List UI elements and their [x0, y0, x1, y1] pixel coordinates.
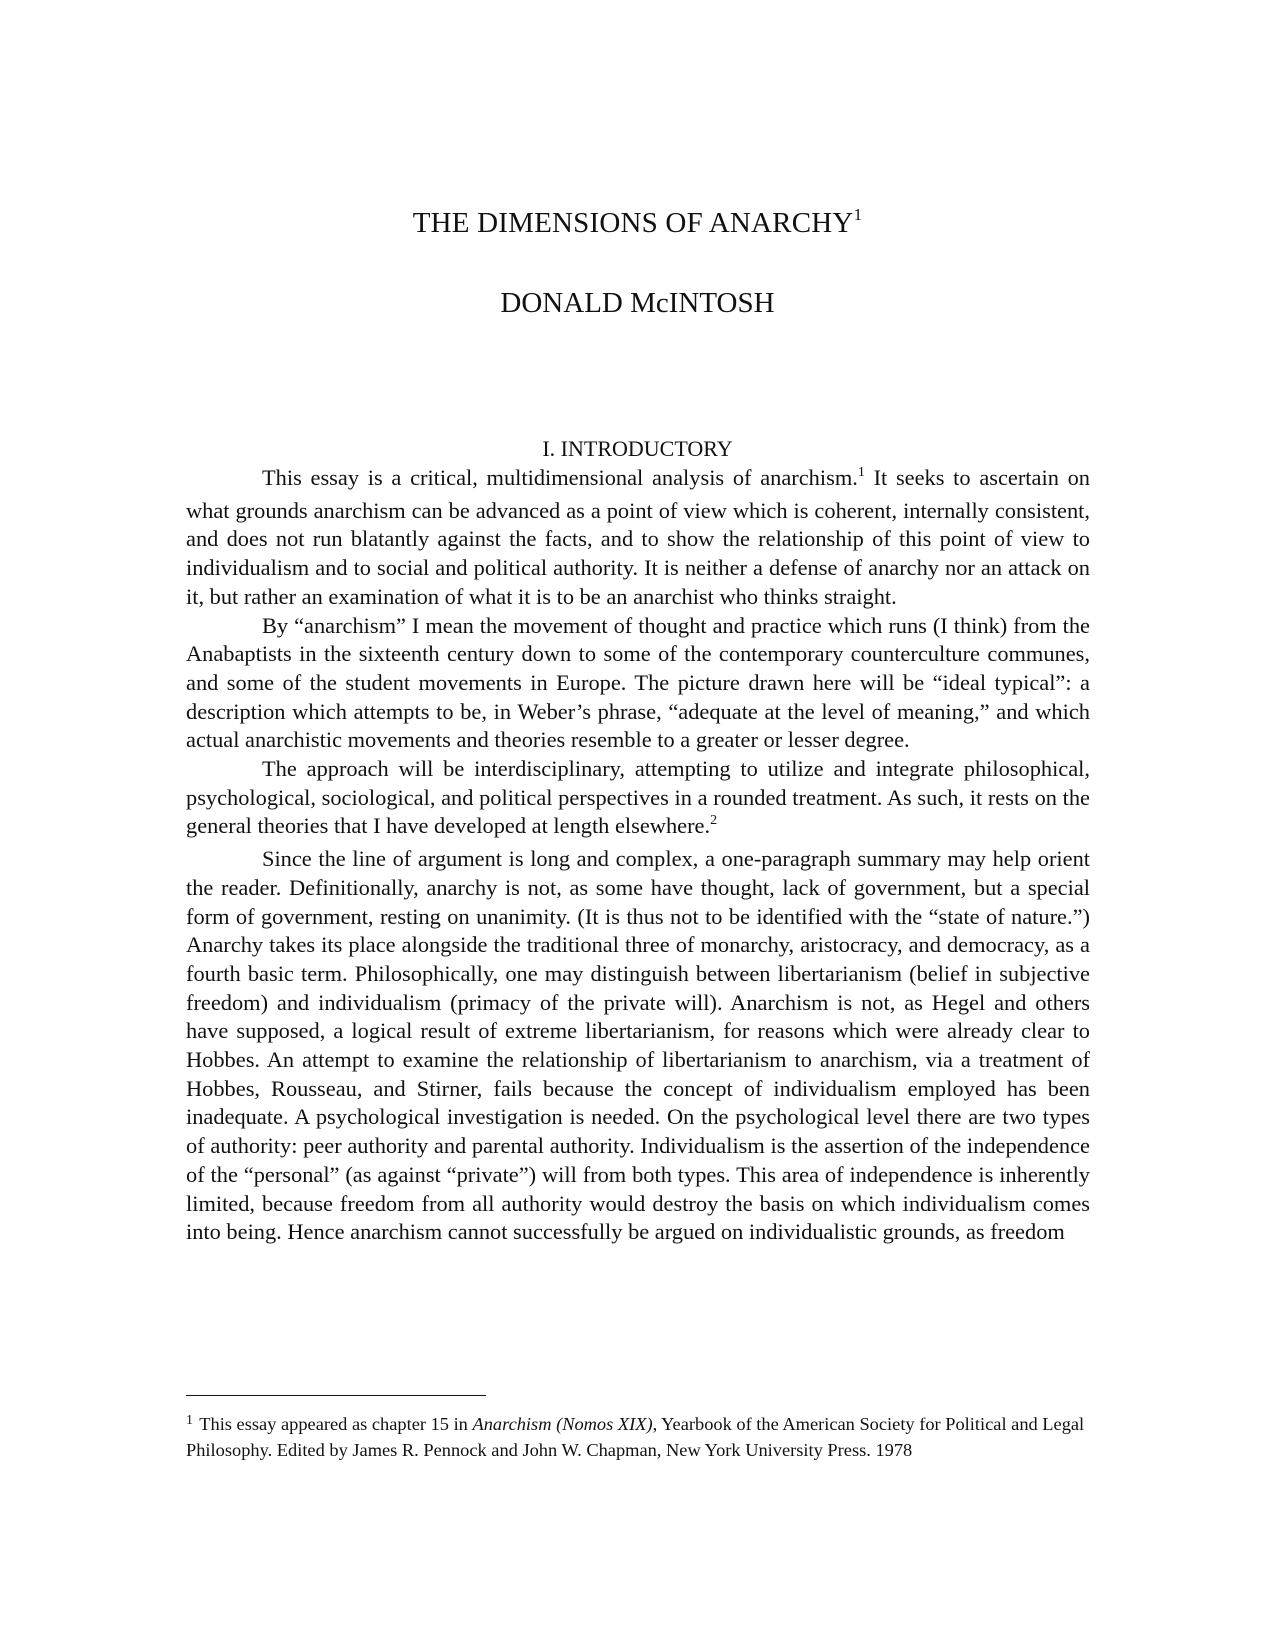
paragraph-3	[186, 755, 1090, 845]
paragraph-2	[186, 612, 1090, 756]
author-name: DONALD McINTOSH	[500, 287, 775, 319]
paragraph-text: Since the line of argument is long and complex, a one-paragraph summary may help orient the reader. Definitionally, anarchy is not, as some have thought, lack of government, but a special form of government, resting on unanimity. (It is thus not to be identified with the “state of nature.”) Anarchy takes its place alongside the traditional three of monarchy, aristocracy, and democracy, as a fourth basic term. Philosophically, one may distinguish between libertarianism (belief in subjective freedom) and individualism (primacy of the private will). Anarchism is not, as Hegel and others have supposed, a logical result of extreme libertarianism, for reasons which were already clear to Hobbes. An attempt to examine the relationship of libertarianism to anarchism, via a treatment of Hobbes, Rousseau, and Stirner, fails because the concept of individualism employed has been inadequate. A psychological investigation is needed. On the psychological level there are two types of authority: peer authority and parental authority. Individualism is the assertion of the independence of the “personal” (as against “private”) will from both types. This area of independence is inherently limited, because freedom from all authority would destroy the basis on which individualism comes into being. Hence anarchism cannot successfully be argued on individualistic grounds, as freedom	[186, 846, 1090, 1245]
footnote-divider	[186, 1395, 486, 1396]
title-footnote-marker: 1	[853, 205, 863, 224]
paragraph-text: It seeks to ascertain on what grounds anarchism can be advanced as a point of view which is coherent, internally consistent, and does not run blatantly against the facts, and to show the relationship of this point of view to individualism and to social and political authority. It is neither a defense of anarchy nor an attack on it, but rather an examination of what it is to be an anarchist who thinks straight.	[186, 465, 1090, 609]
paragraph-text: This essay is a critical, multidimensional analysis of anarchism.	[262, 465, 858, 490]
paragraph-text: The approach will be interdisciplinary, attempting to utilize and integrate philosophical, psychological, sociological, and political perspectives in a rounded treatment. As such, it rests on the general theories that I have developed at length elsewhere.	[186, 756, 1090, 839]
footnote-marker: 2	[710, 813, 718, 829]
footnote-number: 1	[186, 1413, 193, 1428]
paragraph-text: By “anarchism” I mean the movement of thought and practice which runs (I think) from the Anabaptists in the sixteenth century down to some of the contemporary counterculture communes, and some of the student movements in Europe. The picture drawn here will be “ideal typical”: a description which attempts to be, in Weber’s phrase, “adequate at the level of meaning,” and which actual anarchistic movements and theories resemble to a greater or lesser degree.	[186, 612, 1090, 753]
footnote	[186, 1413, 1090, 1462]
footnote-marker: 1	[857, 465, 865, 480]
title-text: THE DIMENSIONS OF ANARCHY	[412, 207, 854, 239]
footnote-book-title: Anarchism (Nomos XIX)	[472, 1414, 653, 1434]
footnote-text: This essay appeared as chapter 15 in	[195, 1414, 473, 1434]
paragraph-1	[186, 464, 1090, 612]
body-text	[186, 464, 1090, 1247]
footnote-text: , Yearbook of the American Society for Political and Legal Philosophy. Edited by James R. Pennock and John W. Chapman, New York University Press. 1978	[186, 1414, 1085, 1460]
section-heading: I. INTRODUCTORY	[542, 436, 733, 461]
document-title	[0, 205, 1275, 245]
paragraph-4	[186, 845, 1090, 1247]
